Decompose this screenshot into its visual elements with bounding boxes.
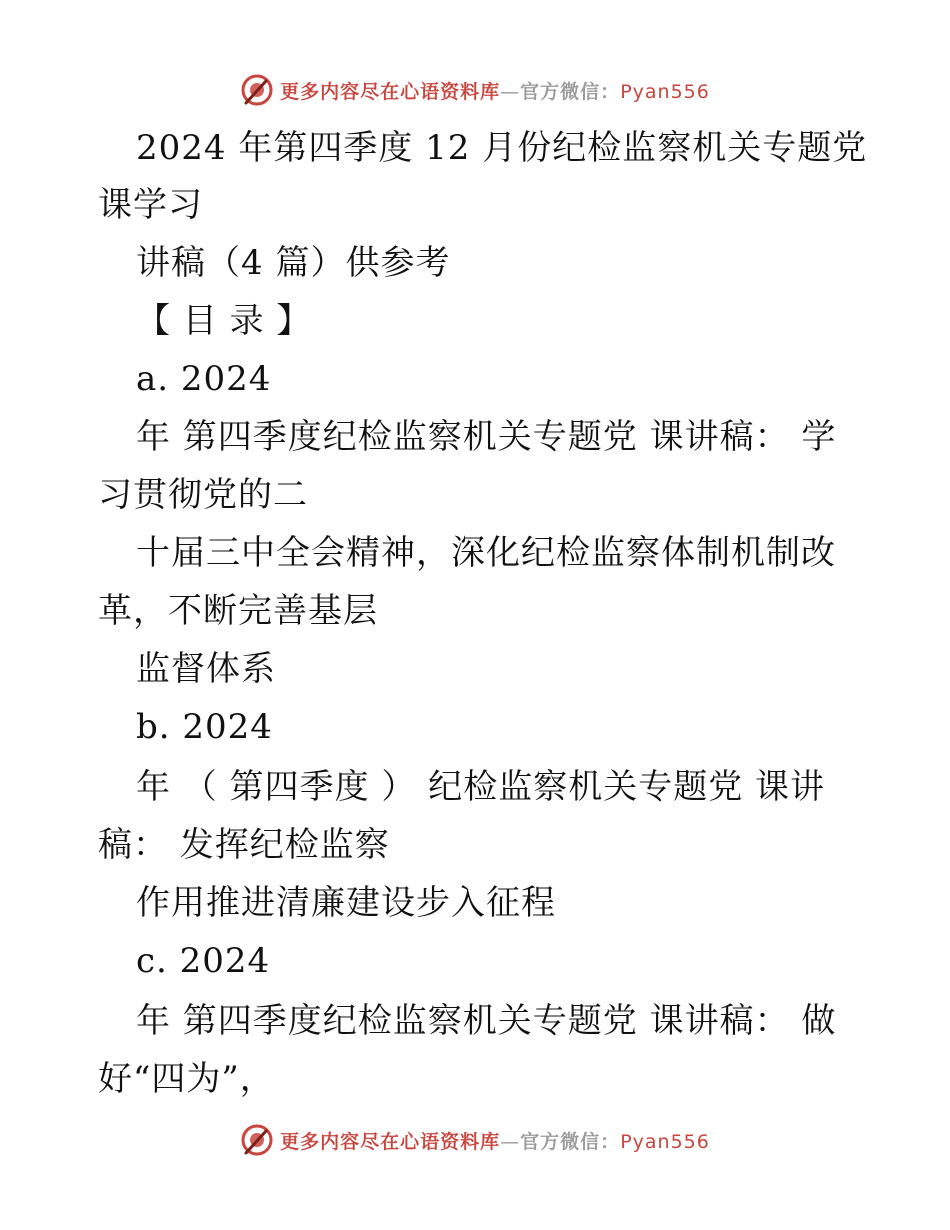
toc-item-c-label: c. 2024 <box>136 941 271 981</box>
brush-logo-icon <box>240 73 274 107</box>
toc-heading: 【 目 录 】 <box>136 301 312 341</box>
title-line-2: 课学习 <box>98 185 203 225</box>
toc-item-c-line: 好“四为”， <box>98 1059 275 1099</box>
toc-item-a-line: 年 第四季度纪检监察机关专题党 课讲稿： 学 <box>136 417 837 457</box>
toc-item-b-line: 稿： 发挥纪检监察 <box>98 825 390 865</box>
brush-logo-icon <box>240 1123 274 1157</box>
footer-watermark <box>0 1120 950 1160</box>
watermark-text: 更多内容尽在心语资料库—官方微信：Pyan556 <box>280 80 710 103</box>
header-watermark <box>0 70 950 110</box>
toc-item-c-line: 年 第四季度纪检监察机关专题党 课讲稿： 做 <box>136 1001 837 1041</box>
toc-item-b-line: 作用推进清廉建设步入征程 <box>136 883 556 923</box>
title-line-1: 2024 年第四季度 12 月份纪检监察机关专题党 <box>136 128 868 168</box>
title-line-3: 讲稿（4 篇）供参考 <box>136 243 451 283</box>
toc-item-b-line: 年 （ 第四季度 ） 纪检监察机关专题党 课讲 <box>136 767 826 807</box>
toc-item-a-line: 习贯彻党的二 <box>98 475 308 515</box>
toc-item-a-line: 革，不断完善基层 <box>98 591 378 631</box>
toc-item-a-label: a. 2024 <box>136 359 272 399</box>
toc-item-a-line: 十届三中全会精神，深化纪检监察体制机制改 <box>136 533 836 573</box>
toc-item-a-line: 监督体系 <box>136 649 276 689</box>
toc-item-b-label: b. 2024 <box>136 707 273 747</box>
watermark-text: 更多内容尽在心语资料库—官方微信：Pyan556 <box>280 1130 710 1153</box>
